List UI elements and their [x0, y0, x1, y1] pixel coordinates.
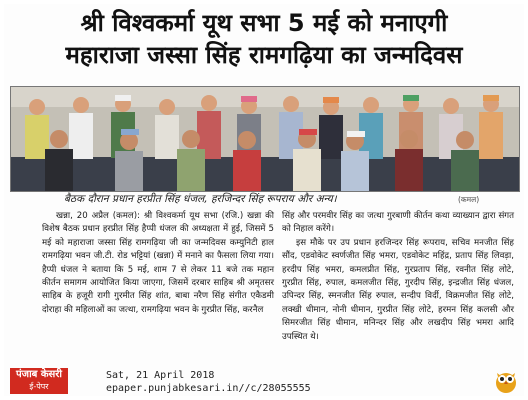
edition-date: Sat, 21 April 2018 [106, 370, 215, 381]
logo-title: पंजाब केसरी [15, 369, 62, 380]
newspaper-clipping [4, 4, 524, 396]
group-photo [10, 86, 520, 192]
logo-subtitle: ई-पेपर [29, 382, 49, 391]
article-column-1 [42, 210, 274, 317]
article-paragraph: खन्ना, 20 अप्रैल (कमल): श्री विश्वकर्मा यूथ सभा (रजि.) खन्ना की विशेष बैठक प्रधान हरप्रीत सिंह हैप्पी धंजल की अध्यक्षता में हुई, जिसमें 5 मई को महाराजा जस्सा सिंह रामगढ़िया जी का जन्मदिवस कम्युनिटी हाल रामगढ़िया भवन जी.टी. रोड भट्टियां (खन्ना) में मनाने का फैसला लिया गया। हैप्पी धंजल ने बताया कि 5 मई, शाम 7 से लेकर 11 बजे तक महान कीर्तन समागम आयोजित किया जाएगा, जिसमें दरबार साहिब श्री अमृतसर साहिब के हजूरी रागी गुरमीत सिंह शांत, बाबा नरैण सिंह संगीत एकैडमी दोराहा की महिलाओं का जत्था, रामगढ़िया भवन के गुरप्रीत सिंह, करनैल [42, 211, 274, 315]
photo-credit: (कमल) [458, 195, 480, 204]
punjab-kesari-logo[interactable] [10, 368, 68, 394]
article-column-2 [282, 210, 514, 344]
epaper-footer [4, 368, 524, 396]
owl-mascot-icon [494, 368, 518, 394]
headline-line-2: महाराजा जस्सा सिंह रामगढ़िया का जन्मदिवस [65, 41, 463, 69]
article-paragraph: सिंह और परमवीर सिंह का जत्था गुरबाणी कीर्तन कथा व्याख्यान द्वारा संगत को निहाल करेंगे। [282, 211, 514, 235]
headline-line-1: श्री विश्वकर्मा यूथ सभा 5 मई को मनाएगी [80, 9, 448, 37]
epaper-link[interactable]: epaper.punjabkesari.in//c/28055555 [106, 383, 311, 394]
photo-caption: बैठक दौरान प्रधान हरप्रीत सिंह धंजल, हरजिन्दर सिंह रूपराय और अन्य। [64, 193, 337, 205]
article-paragraph: इस मौके पर उप प्रधान हरजिन्दर सिंह रूपराय, सचिव मनजीत सिंह सौंद, एडवोकेट स्वर्णजीत सिंह भमरा, एडवोकेट महिंद्र, प्रताप सिंह लिवड़ा, हरदीप सिंह भमरा, कमलप्रीत सिंह, गुरप्रताप सिंह, रवनीत सिंह लोटे, गुरप्रीत सिंह, रुपाल, कमलजीत सिंह, गुरदीप सिंह, इन्द्रजीत सिंह धंजल, उपिन्दर सिंह, स्मनजीत सिंह रुपाल, सन्दीप विर्दी, विक्रमजीत सिंह लोटे, लक्खी धीमान, नोनी धीमान, गुरप्रीत सिंह लोटे, हरमन सिंह कलसी और सिमरजीत सिंह धीमान, मनिन्दर सिंह और लखदीप सिंह भमरा आदि उपस्थित थे। [282, 237, 514, 342]
